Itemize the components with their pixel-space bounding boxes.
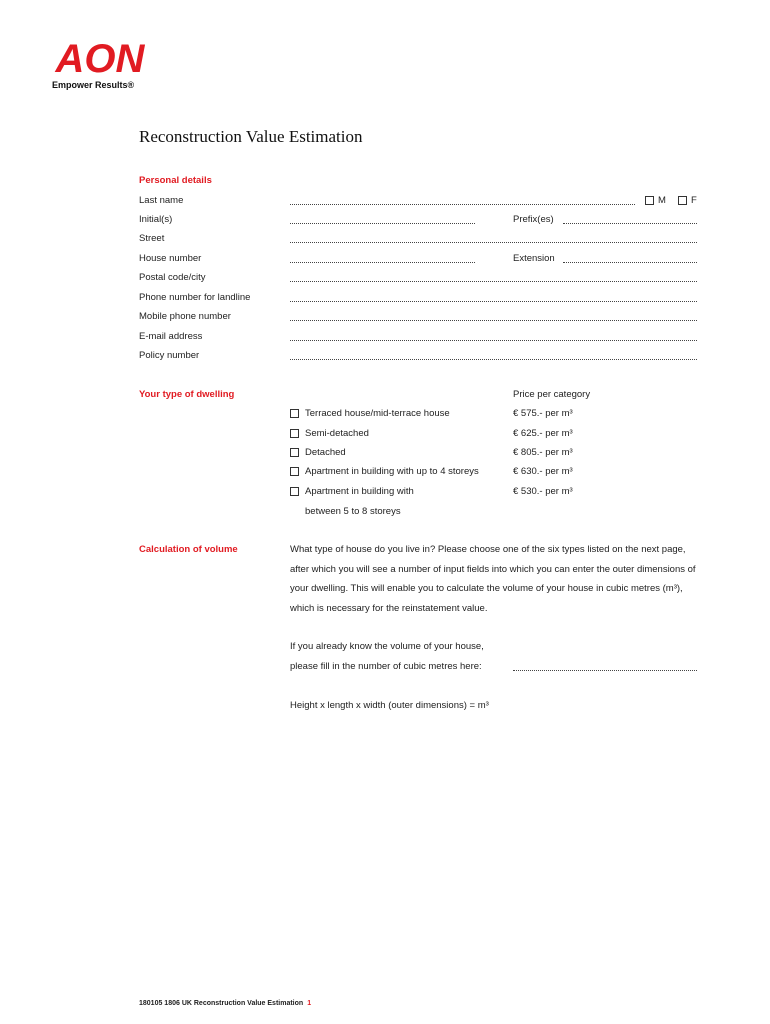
mobile-field[interactable] (290, 320, 697, 321)
dwelling-option-price: € 805.- per m³ (513, 447, 573, 458)
dwelling-option-checkbox[interactable] (290, 409, 299, 418)
dwelling-option-checkbox[interactable] (290, 429, 299, 438)
dwelling-option-label: Apartment in building with (305, 486, 414, 497)
postal-city-field[interactable] (290, 281, 697, 282)
extension-label: Extension (513, 253, 555, 264)
postal-city-label: Postal code/city (139, 272, 206, 283)
house-number-field[interactable] (290, 262, 475, 263)
gender-f-label: F (691, 195, 697, 206)
gender-m-checkbox[interactable] (645, 196, 654, 205)
dwelling-option-checkbox[interactable] (290, 467, 299, 476)
email-label: E-mail address (139, 331, 203, 342)
volume-paragraph: What type of house do you live in? Please choose one of the six types listed on the next page, after which you will see a number of input fields into which you can enter the outer dimensions of your dwelling. This will enable you to calculate the volume of your house in cubic metres (m³), which is necessary for the reinstatement value. (290, 544, 696, 614)
known-volume-line2: please fill in the number of cubic metres here: (290, 661, 482, 672)
house-number-label: House number (139, 253, 202, 264)
prefix-field[interactable] (563, 223, 697, 224)
initials-field[interactable] (290, 223, 475, 224)
dwelling-option-label: Apartment in building with up to 4 storeys (305, 466, 479, 477)
policy-field[interactable] (290, 359, 697, 360)
page-title: Reconstruction Value Estimation (139, 127, 363, 146)
phone-landline-label: Phone number for landline (139, 292, 251, 303)
gender-m-label: M (658, 195, 666, 206)
personal-details-heading: Personal details (139, 175, 212, 186)
street-label: Street (139, 233, 165, 244)
street-field[interactable] (290, 242, 697, 243)
page-number: 1 (307, 1000, 312, 1007)
aon-logo (52, 36, 148, 80)
policy-label: Policy number (139, 350, 200, 361)
volume-formula: Height x length x width (outer dimensions) = m³ (290, 700, 489, 711)
dwelling-option-label-line2: between 5 to 8 storeys (305, 506, 401, 517)
dwelling-heading: Your type of dwelling (139, 389, 235, 400)
dwelling-option-checkbox[interactable] (290, 487, 299, 496)
dwelling-option-checkbox[interactable] (290, 448, 299, 457)
cubic-metres-field[interactable] (513, 670, 697, 671)
email-field[interactable] (290, 340, 697, 341)
dwelling-option-label: Detached (305, 447, 346, 458)
prefix-label: Prefix(es) (513, 214, 554, 225)
initials-label: Initial(s) (139, 214, 173, 225)
gender-f-checkbox[interactable] (678, 196, 687, 205)
dwelling-option-label: Semi-detached (305, 428, 369, 439)
known-volume-line1: If you already know the volume of your house, (290, 641, 484, 652)
logo-text: AON (55, 37, 145, 80)
mobile-label: Mobile phone number (139, 311, 231, 322)
dwelling-option-price: € 530.- per m³ (513, 486, 573, 497)
dwelling-option-price: € 625.- per m³ (513, 428, 573, 439)
footer-text: 180105 1806 UK Reconstruction Value Estimation (139, 1000, 304, 1007)
tagline: Empower Results® (52, 80, 135, 90)
volume-heading: Calculation of volume (139, 544, 238, 555)
extension-field[interactable] (563, 262, 697, 263)
last-name-field[interactable] (290, 204, 635, 205)
price-header: Price per category (513, 389, 591, 400)
dwelling-option-price: € 575.- per m³ (513, 408, 573, 419)
phone-landline-field[interactable] (290, 301, 697, 302)
footer (139, 1000, 311, 1007)
dwelling-option-price: € 630.- per m³ (513, 466, 573, 477)
last-name-label: Last name (139, 195, 184, 206)
dwelling-option-label: Terraced house/mid-terrace house (305, 408, 450, 419)
